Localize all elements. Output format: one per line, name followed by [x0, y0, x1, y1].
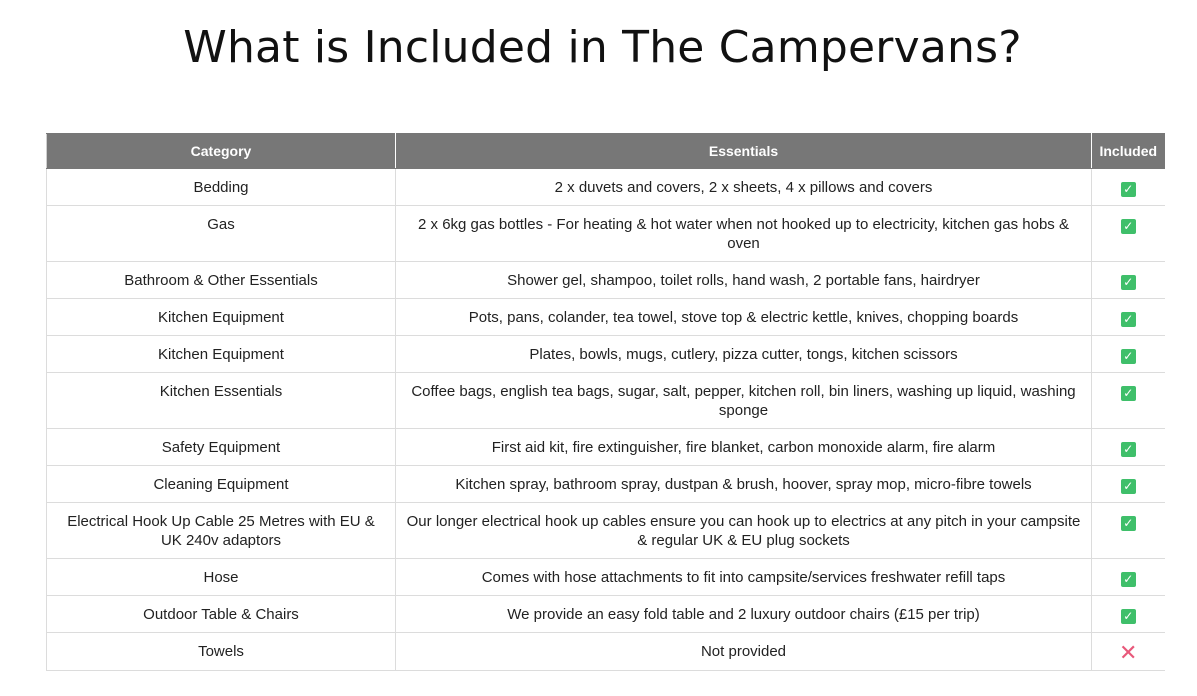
- table-row: [47, 206, 1165, 262]
- check-mark-icon: ✓: [1121, 572, 1136, 587]
- cell-category: Towels: [47, 633, 396, 671]
- cell-essentials: Our longer electrical hook up cables ensure you can hook up to electrics at any pitch in your campsite & regular UK & EU plug sockets: [396, 503, 1092, 559]
- cell-included: [1092, 206, 1165, 262]
- cell-category: Safety Equipment: [47, 429, 396, 466]
- cell-category: Cleaning Equipment: [47, 466, 396, 503]
- cell-category: Bedding: [47, 169, 396, 206]
- cell-essentials: Kitchen spray, bathroom spray, dustpan & brush, hoover, spray mop, micro-fibre towels: [396, 466, 1092, 503]
- check-mark-icon: ✓: [1121, 182, 1136, 197]
- cell-category: Outdoor Table & Chairs: [47, 596, 396, 633]
- header-category: Category: [47, 134, 396, 169]
- cell-included: [1092, 299, 1165, 336]
- cell-essentials: Pots, pans, colander, tea towel, stove top & electric kettle, knives, chopping boards: [396, 299, 1092, 336]
- cell-essentials: Not provided: [396, 633, 1092, 671]
- table-row: [47, 336, 1165, 373]
- header-included: Included: [1092, 134, 1165, 169]
- cell-included: [1092, 169, 1165, 206]
- table-header-row: [47, 134, 1165, 169]
- inclusions-table: [46, 133, 1165, 671]
- cross-icon: ✕: [1119, 639, 1138, 665]
- table-row: [47, 299, 1165, 336]
- table-row: [47, 169, 1165, 206]
- cell-essentials: Comes with hose attachments to fit into campsite/services freshwater refill taps: [396, 559, 1092, 596]
- cell-included: [1092, 466, 1165, 503]
- table-row: [47, 429, 1165, 466]
- cell-category: Hose: [47, 559, 396, 596]
- check-mark-icon: ✓: [1121, 442, 1136, 457]
- check-mark-icon: ✓: [1121, 386, 1136, 401]
- cell-category: Bathroom & Other Essentials: [47, 262, 396, 299]
- cell-included: [1092, 429, 1165, 466]
- table-row: [47, 373, 1165, 429]
- check-mark-icon: ✓: [1121, 349, 1136, 364]
- check-mark-icon: ✓: [1121, 219, 1136, 234]
- cell-essentials: 2 x duvets and covers, 2 x sheets, 4 x pillows and covers: [396, 169, 1092, 206]
- cell-essentials: Plates, bowls, mugs, cutlery, pizza cutter, tongs, kitchen scissors: [396, 336, 1092, 373]
- cell-included: [1092, 559, 1165, 596]
- check-mark-icon: ✓: [1121, 275, 1136, 290]
- cell-included: [1092, 336, 1165, 373]
- cell-included: [1092, 262, 1165, 299]
- check-mark-icon: ✓: [1121, 609, 1136, 624]
- check-mark-icon: ✓: [1121, 479, 1136, 494]
- table-row: [47, 262, 1165, 299]
- check-mark-icon: ✓: [1121, 312, 1136, 327]
- cell-category: Kitchen Essentials: [47, 373, 396, 429]
- cell-essentials: Coffee bags, english tea bags, sugar, salt, pepper, kitchen roll, bin liners, washing up liquid, washing sponge: [396, 373, 1092, 429]
- cell-essentials: 2 x 6kg gas bottles - For heating & hot water when not hooked up to electricity, kitchen gas hobs & oven: [396, 206, 1092, 262]
- cell-category: Kitchen Equipment: [47, 299, 396, 336]
- cell-essentials: First aid kit, fire extinguisher, fire blanket, carbon monoxide alarm, fire alarm: [396, 429, 1092, 466]
- cell-included: [1092, 503, 1165, 559]
- table-row: [47, 559, 1165, 596]
- page-title: What is Included in The Campervans?: [183, 22, 1022, 73]
- header-essentials: Essentials: [396, 134, 1092, 169]
- cell-essentials: We provide an easy fold table and 2 luxury outdoor chairs (£15 per trip): [396, 596, 1092, 633]
- cell-essentials: Shower gel, shampoo, toilet rolls, hand wash, 2 portable fans, hairdryer: [396, 262, 1092, 299]
- table-row: [47, 596, 1165, 633]
- table-row: [47, 466, 1165, 503]
- cell-included: [1092, 633, 1165, 671]
- cell-category: Kitchen Equipment: [47, 336, 396, 373]
- table-row: [47, 633, 1165, 671]
- cell-included: [1092, 373, 1165, 429]
- cell-included: [1092, 596, 1165, 633]
- cell-category: Electrical Hook Up Cable 25 Metres with EU & UK 240v adaptors: [47, 503, 396, 559]
- check-mark-icon: ✓: [1121, 516, 1136, 531]
- table-row: [47, 503, 1165, 559]
- cell-category: Gas: [47, 206, 396, 262]
